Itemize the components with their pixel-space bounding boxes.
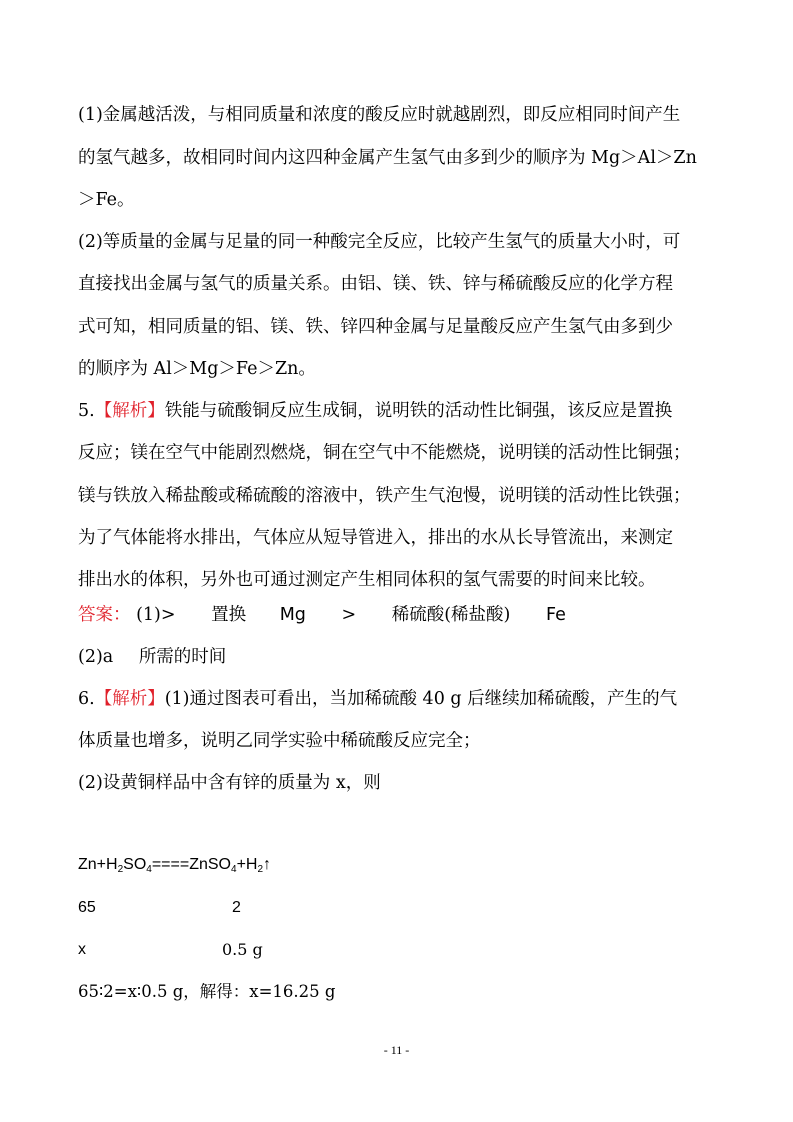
text-line: 镁与铁放入稀盐酸或稀硫酸的溶液中，铁产生气泡慢，说明镁的活动性比铁强；: [78, 486, 691, 506]
q6-number: 6.: [78, 689, 95, 709]
text-line: 体质量也增多，说明乙同学实验中稀硫酸反应完全；: [78, 731, 481, 751]
answer-part: 所需的时间: [138, 647, 227, 667]
mass-row: [78, 938, 86, 962]
eq-part: Zn+H: [78, 856, 118, 873]
chemical-equation: [78, 853, 271, 882]
text-line: (2)等质量的金属与足量的同一种酸完全反应，比较产生氢气的质量大小时，可: [78, 232, 681, 252]
page-number: - 11 -: [383, 1043, 410, 1057]
eq-subscript: 4: [146, 864, 152, 875]
q5-first-line: 铁能与硫酸铜反应生成铜，说明铁的活动性比铜强，该反应是置换: [164, 401, 673, 421]
ratio-row: [232, 896, 241, 920]
answer-label: 答案：: [78, 605, 131, 625]
mass-value: x: [78, 941, 86, 958]
text-line: 式可知，相同质量的铝、镁、铁、锌四种金属与足量酸反应产生氢气由多到少: [78, 317, 673, 337]
answer-part: Fe: [545, 605, 566, 625]
q6-first-line: (1)通过图表可看出，当加稀硫酸 40 g 后继续加稀硫酸，产生的气: [164, 689, 678, 709]
text-line: 的顺序为 Al＞Mg＞Fe＞Zn。: [78, 359, 316, 379]
text-line: 为了气体能将水排出，气体应从短导管进入，排出的水从长导管流出，来测定: [78, 528, 673, 548]
q6-heading: [78, 687, 677, 711]
answer-part: Mg: [279, 605, 306, 625]
eq-part: ====ZnSO: [151, 856, 231, 873]
q5-answer-line-2: [78, 645, 226, 669]
answer-part: 置换: [211, 605, 247, 625]
eq-part: +H: [236, 856, 258, 873]
text-line: ＞Fe。: [78, 190, 135, 210]
text-line: 反应；镁在空气中能剧烈燃烧，铜在空气中不能燃烧，说明镁的活动性比铜强；: [78, 443, 691, 463]
answer-part: 稀硫酸(稀盐酸): [391, 605, 511, 625]
ratio-row: [78, 896, 96, 920]
gas-arrow-icon: ↑: [263, 856, 272, 873]
text-line: 的氢气越多，故相同时间内这四种金属产生氢气由多到少的顺序为 Mg＞Al＞Zn: [78, 148, 697, 168]
mass-row: [222, 938, 263, 962]
mass-value: 0.5 g: [222, 940, 263, 959]
text-line: (2)设黄铜样品中含有锌的质量为 x，则: [78, 773, 381, 793]
solution-line: 65∶2=x∶0.5 g，解得：x=16.25 g: [78, 982, 336, 1001]
text-line: 直接找出金属与氢气的质量关系。由铝、镁、铁、锌与稀硫酸反应的化学方程: [78, 274, 673, 294]
ratio-value: 65: [78, 899, 96, 916]
answer-part: (1)>: [136, 605, 176, 625]
eq-subscript: 2: [257, 864, 264, 875]
answer-part: >: [341, 605, 357, 625]
q5-analysis-tag: 【解析】: [94, 401, 165, 421]
text-line: (1)金属越活泼，与相同质量和浓度的酸反应时就越剧烈，即反应相同时间产生: [78, 105, 681, 125]
q5-answer-line: [78, 603, 566, 627]
text-line: 排出水的体积，另外也可通过测定产生相同体积的氢气需要的时间来比较。: [78, 570, 656, 590]
q5-number: 5.: [78, 401, 95, 421]
eq-subscript: 2: [117, 864, 124, 875]
answer-part: (2)a: [78, 647, 114, 667]
eq-part: SO: [123, 856, 147, 873]
q5-heading: [78, 399, 672, 423]
q6-analysis-tag: 【解析】: [94, 689, 165, 709]
eq-subscript: 4: [231, 864, 237, 875]
ratio-value: 2: [232, 899, 241, 916]
